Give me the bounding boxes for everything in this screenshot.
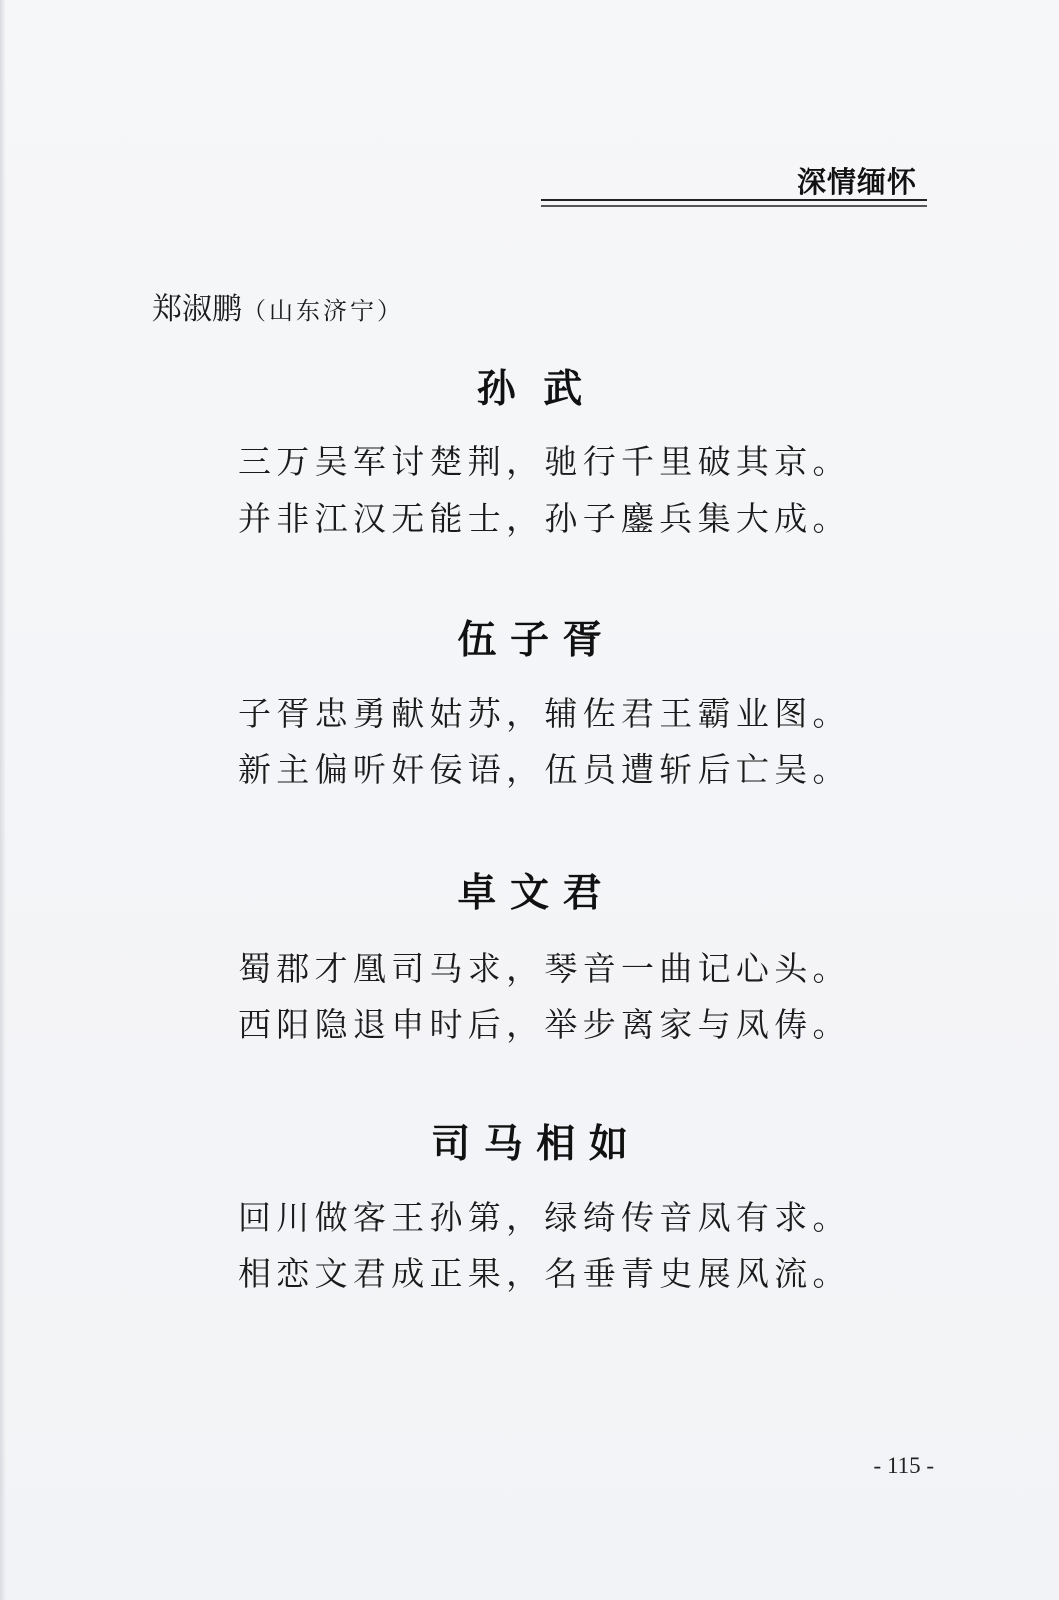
header-rule [541,199,927,207]
poem-line: 蜀郡才凰司马求，琴音一曲记心头。 [238,949,851,988]
author-place: （山东济宁） [242,297,404,325]
poem-line: 并非江汉无能士，孙子鏖兵集大成。 [238,499,851,538]
section-header: 深情缅怀 [796,165,917,199]
poem-line: 新主偏听奸佞语，伍员遭斩后亡吴。 [238,750,851,789]
author-name: 郑淑鹏 [152,292,242,327]
poem-line: 三万吴军讨楚荆，驰行千里破其京。 [238,442,851,481]
poem-line: 回川做客王孙第，绿绮传音凤有求。 [238,1198,851,1237]
poem-line: 相恋文君成正果，名垂青史展风流。 [238,1254,851,1293]
page-spine-shadow [0,0,6,1600]
poem-title: 司 马 相 如 [431,1121,628,1167]
poem-title: 卓 文 君 [457,870,602,916]
page-number: - 115 - [873,1453,934,1478]
poem-title: 孙 武 [476,366,583,412]
author-line [152,284,404,328]
poem-line: 西阳隐退申时后，举步离家与凤俦。 [238,1005,851,1044]
poem-line: 子胥忠勇献姑苏，辅佐君王霸业图。 [238,694,851,733]
poem-title: 伍 子 胥 [457,617,602,663]
